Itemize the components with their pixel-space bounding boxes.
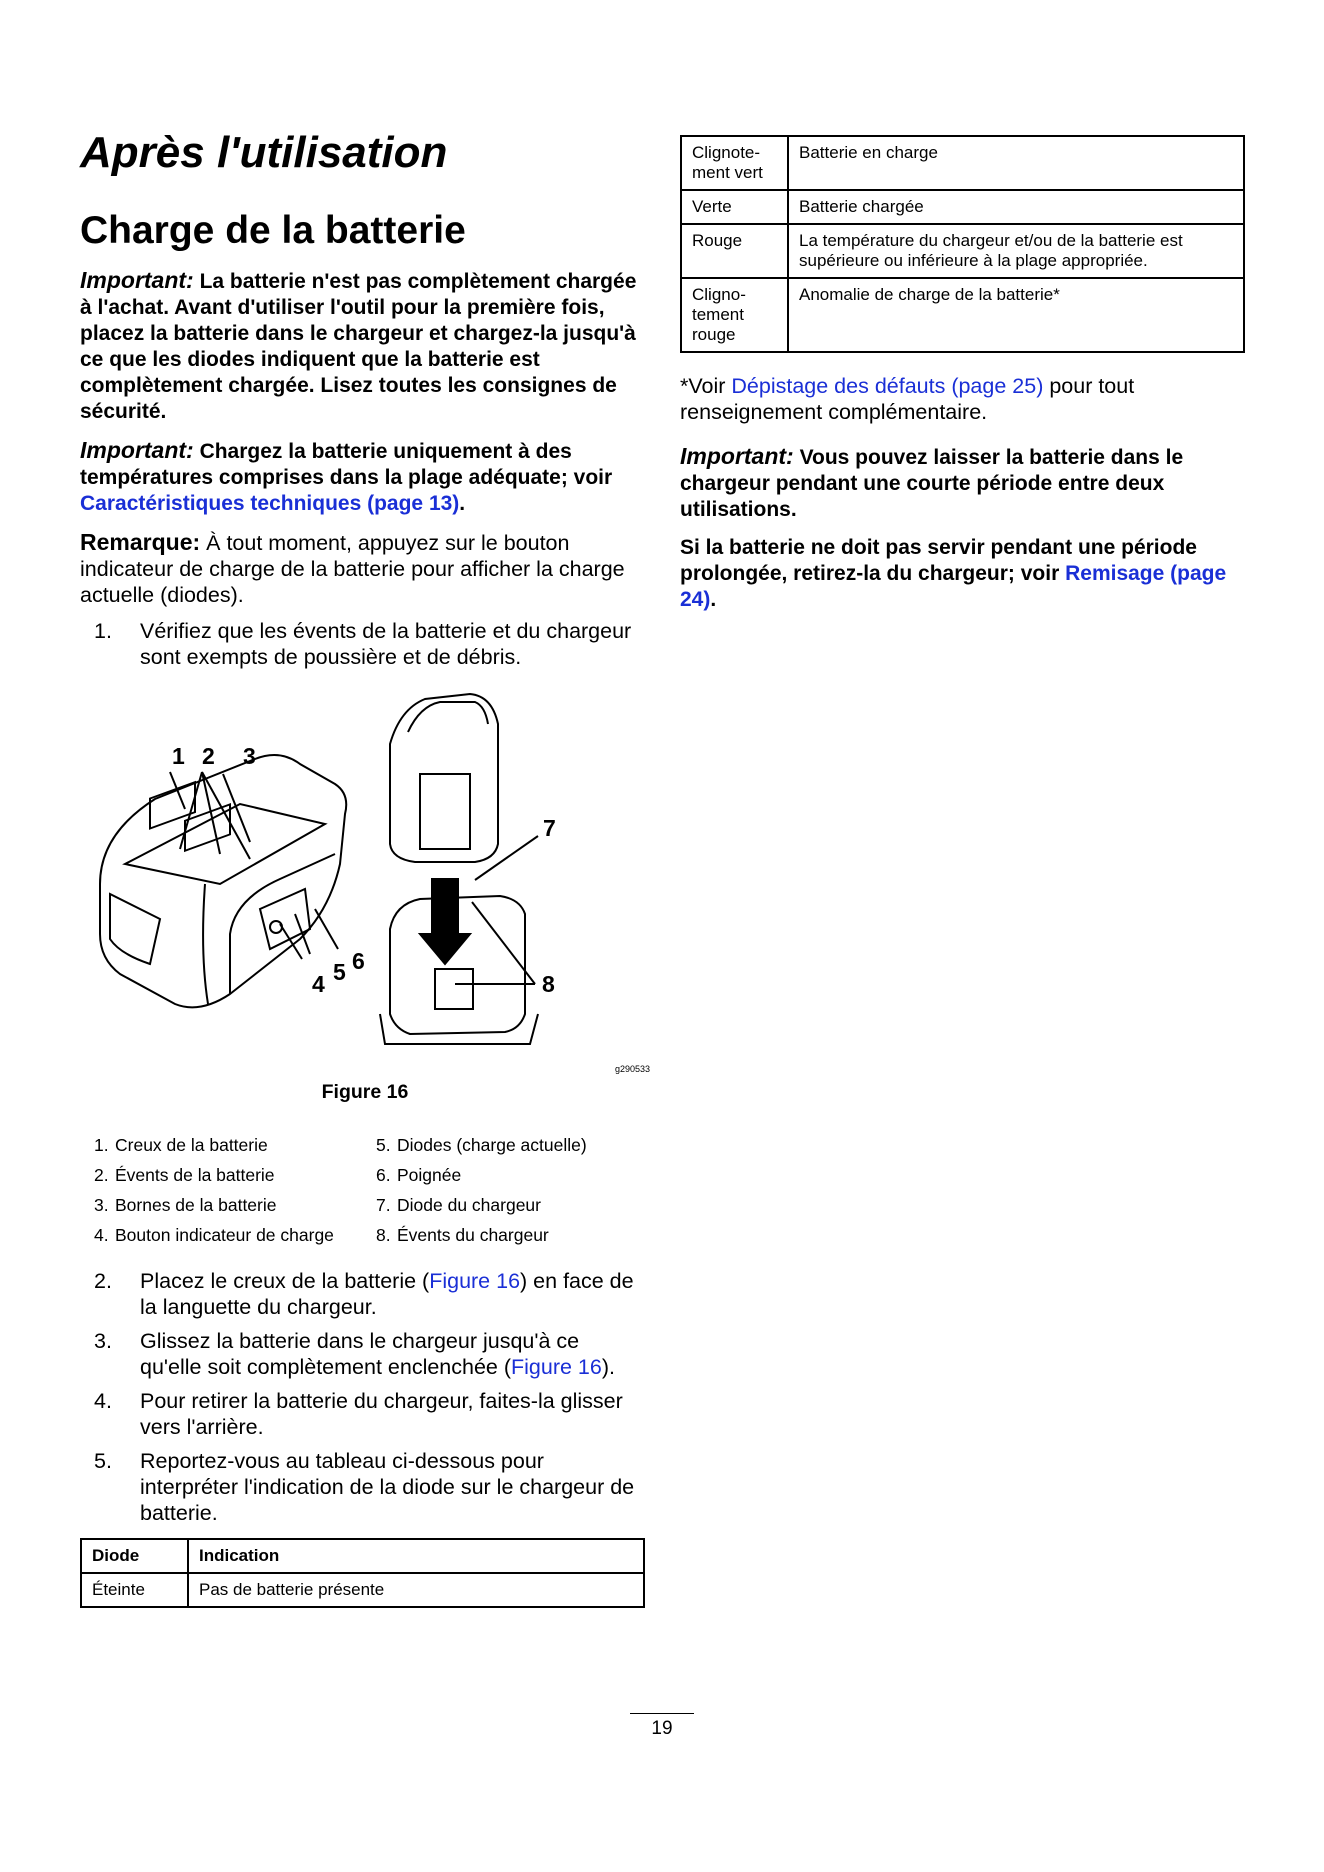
legend-item xyxy=(362,1194,644,1224)
legend-item xyxy=(362,1134,644,1164)
section-heading: Après l'utilisation xyxy=(80,128,448,177)
callout-line-2c xyxy=(202,772,250,859)
legend-number: 3. xyxy=(94,1195,109,1215)
charger-illustration xyxy=(80,684,650,1084)
callout-line-3 xyxy=(223,774,250,842)
step-number: 1. xyxy=(94,619,112,643)
callout-line-5 xyxy=(295,914,310,954)
important-note-3 xyxy=(680,443,1245,523)
legend-item xyxy=(80,1164,362,1194)
legend-text: Diode du chargeur xyxy=(397,1195,541,1215)
step-text: Vérifiez que les évents de la batterie et du chargeur sont exempts de poussière et de débris. xyxy=(140,619,632,669)
callout-5: 5 xyxy=(333,959,346,985)
important-note-2 xyxy=(80,437,645,517)
table-header-row xyxy=(81,1539,644,1573)
step-text: ) en face de la languette du chargeur. xyxy=(140,1269,634,1319)
troubleshooting-link[interactable]: Dépistage des défauts (page 25) xyxy=(731,374,1044,398)
important-label: Important: xyxy=(80,437,194,463)
legend-item xyxy=(362,1224,644,1254)
legend-item xyxy=(80,1224,362,1254)
legend-number: 7. xyxy=(376,1195,391,1215)
legend-text: Bouton indicateur de charge xyxy=(115,1225,334,1245)
step-text: Reportez-vous au tableau ci-dessous pour interpréter l'indication de la diode sur le chargeur de batterie. xyxy=(140,1449,635,1525)
callout-3: 3 xyxy=(243,743,256,769)
specs-link[interactable]: Caractéristiques techniques (page 13) xyxy=(80,492,460,515)
storage-paragraph xyxy=(680,535,1245,613)
figure-16-link[interactable]: Figure 16 xyxy=(429,1269,521,1293)
callout-7: 7 xyxy=(543,815,556,841)
left-column xyxy=(80,125,650,1608)
step-number: 3. xyxy=(94,1329,112,1353)
legend-text: Diodes (charge actuelle) xyxy=(397,1135,587,1155)
punctuation: . xyxy=(710,588,717,611)
important-note-1 xyxy=(80,267,645,425)
steps-list-b xyxy=(80,1268,645,1526)
important-text: Vous pouvez laisser la batterie dans le chargeur pendant une courte période entre deux utilisations. xyxy=(680,446,1184,521)
step-number: 2. xyxy=(94,1269,112,1293)
table-cell-diode: Éteinte xyxy=(81,1573,188,1607)
indicator-button xyxy=(270,921,282,933)
legend-item xyxy=(362,1164,644,1194)
footnote-text: *Voir xyxy=(680,374,732,398)
diode-table-continued xyxy=(680,135,1245,353)
figure-legend xyxy=(80,1134,645,1254)
page-number: 19 xyxy=(651,1718,673,1739)
legend-text: Bornes de la batterie xyxy=(115,1195,277,1215)
step-3 xyxy=(80,1328,645,1380)
table-cell-diode: Cligno-tement rouge xyxy=(681,278,788,352)
figure-16-link[interactable]: Figure 16 xyxy=(511,1355,602,1379)
figure-code: g290533 xyxy=(614,1064,650,1074)
legend-text: Poignée xyxy=(397,1165,462,1185)
important-label: Important: xyxy=(680,443,794,469)
important-text: La batterie n'est pas complètement chargée à l'achat. Avant d'utiliser l'outil pour la première fois, placez la batterie dans le chargeur et chargez-la jusqu'à ce que les diodes indiquent que la batterie est complètement chargée. Lisez toutes les consignes de sécurité. xyxy=(80,270,637,423)
step-1 xyxy=(80,618,645,670)
step-text: ). xyxy=(601,1355,615,1379)
callout-line-6 xyxy=(315,909,338,949)
table-cell-indication: Anomalie de charge de la batterie* xyxy=(788,278,1244,352)
figure-16 xyxy=(80,684,650,1114)
subsection-heading: Charge de la batterie xyxy=(80,209,466,252)
remark-label: Remarque: xyxy=(80,529,201,555)
legend-number: 5. xyxy=(376,1135,391,1155)
step-2 xyxy=(80,1268,645,1320)
step-text: Placez le creux de la batterie ( xyxy=(140,1269,430,1293)
battery-outline xyxy=(390,694,498,862)
important-text: Chargez la batterie uniquement à des températures comprises dans la plage adéquate; voir xyxy=(80,440,613,489)
storage-text: Si la batterie ne doit pas servir pendant une période prolongée, retirez-la du chargeur; voir xyxy=(680,536,1197,585)
legend-number: 2. xyxy=(94,1165,109,1185)
table-header-diode: Diode xyxy=(81,1539,188,1573)
callout-8: 8 xyxy=(542,971,555,997)
table-cell-diode: Verte xyxy=(681,190,788,224)
table-footnote xyxy=(680,373,1245,425)
step-4 xyxy=(80,1388,645,1440)
diode-table xyxy=(80,1538,645,1608)
table-row xyxy=(681,224,1244,278)
legend-number: 6. xyxy=(376,1165,391,1185)
indicator-panel xyxy=(260,889,310,949)
callout-4: 4 xyxy=(312,971,325,997)
legend-text: Creux de la batterie xyxy=(115,1135,268,1155)
important-label: Important: xyxy=(80,267,194,293)
legend-item xyxy=(80,1194,362,1224)
callout-line-1b xyxy=(203,884,208,1004)
step-5 xyxy=(80,1448,645,1526)
right-column xyxy=(680,135,1245,625)
storage-link[interactable]: Remisage (page 24) xyxy=(680,562,1227,611)
table-cell-indication: Batterie chargée xyxy=(788,190,1244,224)
table-cell-indication: La température du chargeur et/ou de la batterie est supérieure ou inférieure à la plage appropriée. xyxy=(788,224,1244,278)
table-cell-indication: Pas de batterie présente xyxy=(188,1573,644,1607)
remark-text: À tout moment, appuyez sur le bouton indicateur de charge de la batterie pour afficher la charge actuelle (diodes). xyxy=(80,531,625,607)
callout-line-7 xyxy=(475,836,538,880)
remark-note xyxy=(80,529,645,608)
legend-text: Évents de la batterie xyxy=(115,1165,275,1185)
callout-1: 1 xyxy=(172,743,185,769)
legend-number: 4. xyxy=(94,1225,109,1245)
table-row xyxy=(681,190,1244,224)
table-row xyxy=(681,136,1244,190)
footnote-text: pour tout renseignement complémentaire. xyxy=(680,374,1135,424)
battery-handle xyxy=(408,702,488,732)
step-text: Pour retirer la batterie du chargeur, faites-la glisser vers l'arrière. xyxy=(140,1389,623,1439)
table-header-indication: Indication xyxy=(188,1539,644,1573)
charger-vents xyxy=(435,969,473,1009)
step-number: 5. xyxy=(94,1449,112,1473)
table-cell-diode: Rouge xyxy=(681,224,788,278)
callout-2: 2 xyxy=(202,743,215,769)
legend-text: Évents du chargeur xyxy=(397,1225,549,1245)
legend-number: 8. xyxy=(376,1225,391,1245)
table-row xyxy=(681,278,1244,352)
step-number: 4. xyxy=(94,1389,112,1413)
step-text: Glissez la batterie dans le chargeur jusqu'à ce qu'elle soit complètement enclenchée ( xyxy=(140,1329,580,1379)
punctuation: . xyxy=(459,492,466,515)
charger-side-panel xyxy=(110,894,160,964)
table-cell-diode: Clignote-ment vert xyxy=(681,136,788,190)
steps-list-a xyxy=(80,618,645,670)
table-cell-indication: Batterie en charge xyxy=(788,136,1244,190)
figure-caption: Figure 16 xyxy=(321,1081,409,1103)
callout-6: 6 xyxy=(352,948,365,974)
page-number-rule xyxy=(630,1713,694,1714)
battery-front-panel xyxy=(420,774,470,849)
legend-item xyxy=(80,1134,362,1164)
insert-arrow xyxy=(420,879,470,964)
legend-number: 1. xyxy=(94,1135,109,1155)
table-row xyxy=(81,1573,644,1607)
